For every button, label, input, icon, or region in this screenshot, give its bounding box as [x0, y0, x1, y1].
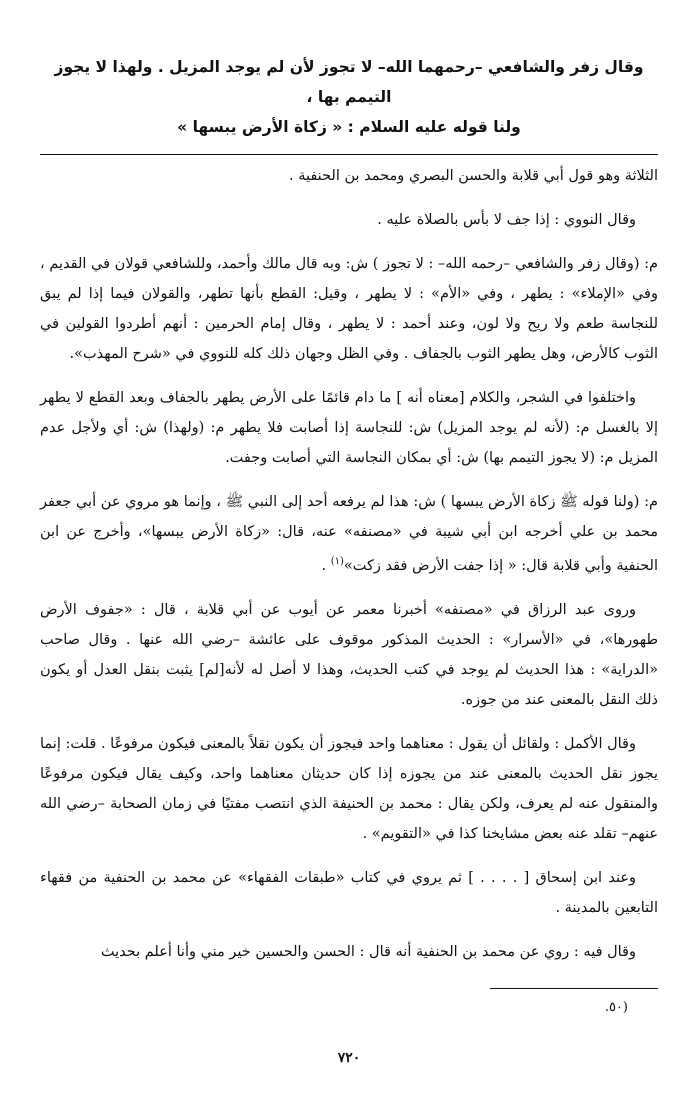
sharh-paragraph-2: وقال النووي : إذا جف لا بأس بالصلاة عليه .	[377, 212, 636, 228]
matn-line-1: وقال زفر والشافعي –رحمهما الله– لا تجوز لأن لم يوجد المزيل . ولهذا لا يجوز التيمم بها ،	[54, 58, 644, 106]
page-number: ٧٢٠	[337, 1050, 361, 1066]
page-body	[40, 52, 658, 981]
sharh-paragraph-5: م: (ولنا قوله ﷺ زكاة الأرض يبسها ) ش: هذا لم يرفعه أحد إلى النبي ﷺ ، وإنما هو مروي عن أبي جعفر محمد بن علي أخرجه ابن أبي شيبة في «مصنفه» عنه، قال: «زكاة الأرض يبسها»، وأخرج عن ابن الحنفية وأبي قلابة قال: « إذا جفت الأرض فقد زكت»$^{(١)}$ .	[40, 494, 658, 574]
sharh-paragraph-8: وعند ابن إسحاق [ . . . . ] ثم يروي في كتاب «طبقات الفقهاء» عن محمد بن الحنفية من فقهاء التابعين بالمدينة .	[40, 869, 658, 916]
sharh-paragraph-4: واختلفوا في الشجر، والكلام [معناه أنه ] ما دام قائمًا على الأرض يطهر بالجفاف وبعد القطع لا يطهر إلا بالغسل م: (لأنه لم يوجد المزيل) ش: للنجاسة إذا أصابت فلا يطهر م: (ولهذا) ش: أي ولأجل عدم المزيل م: (لا يجوز التيمم بها) ش: أي بمكان النجاسة التي أصابت وجفت.	[40, 390, 658, 466]
matn-line-2: ولنا قوله عليه السلام : « زكاة الأرض يبسها »	[177, 118, 521, 136]
sharh-paragraph-9: وقال فيه : روي عن محمد بن الحنفية أنه قال : الحسن والحسين خير مني وأنا أعلم بحديث	[100, 943, 636, 960]
sharh-paragraph-5-text: م: (ولنا قوله ﷺ زكاة الأرض يبسها ) ش: هذا لم يرفعه أحد إلى النبي ﷺ ، وإنما هو مروي عن أبي جعفر محمد بن علي أخرجه ابن أبي شيبة في «مصنفه» عنه، قال: «زكاة الأرض يبسها»، وأخرج عن ابن الحنفية وأبي قلابة قال: « إذا جفت الأرض فقد زكت»	[40, 494, 658, 574]
footnote-marker: (١)	[330, 556, 344, 567]
sharh-paragraph-3: م: (وقال زفر والشافعي –رحمه الله– : لا تجوز ) ش: وبه قال مالك وأحمد، وللشافعي قولان في القديم ، وفي «الإملاء» : يطهر ، وفي «الأم» : لا يطهر ، وقيل: القطع بأنها تطهر، والقولان فيما إذا لم يبق للنجاسة طعم ولا ريح ولا لون، وعند أحمد : لا يطهر ، وقال إمام الحرمين : أنهم أطردوا القولين في الثوب كالأرض، وهل يطهر الثوب بالجفاف . وفي الظل وجهان ذلك كله للنووي في «شرح المهذب».	[40, 256, 658, 362]
sharh-paragraph-6: وروى عبد الرزاق في «مصنفه» أخبرنا معمر عن أيوب عن أبي قلابة ، قال : «جفوف الأرض طهورها»، في «الأسرار» : الحديث المذكور موقوف على عائشة –رضي الله عنها . وقال صاحب «الدراية» : هذا الحديث لم يوجد في كتب الحديث، وهذا لا أصل له لأنه[لم] يثبت بنقل العدل أو يكون ذلك النقل بالمعنى عند من جوزه.	[40, 601, 658, 708]
footnote: (٥٠.	[604, 1000, 628, 1015]
sharh-paragraph-1: الثلاثة وهو قول أبي قلابة والحسن البصري ومحمد بن الحنفية .	[288, 168, 658, 184]
sharh-paragraph-7: وقال الأكمل : ولقائل أن يقول : معناهما واحد فيجوز أن يكون نقلاً بالمعنى فيكون مرفوعًا . قلت: إنما يجوز نقل الحديث بالمعنى عند من يجوزه إذا كان حديثان معناهما واحد، وكيف يقال فيكون مرفوعًا والمنقول عنه لم يعرف، ولكن يقال : محمد بن الحنيفة الذي انتصب مفتيًا في زمان الصحابة –رضي الله عنهم– تقلد عنه بعض مشايخنا كذا في «التقويم» .	[40, 735, 658, 842]
matn-separator	[40, 154, 658, 155]
footnote-separator	[490, 988, 658, 989]
